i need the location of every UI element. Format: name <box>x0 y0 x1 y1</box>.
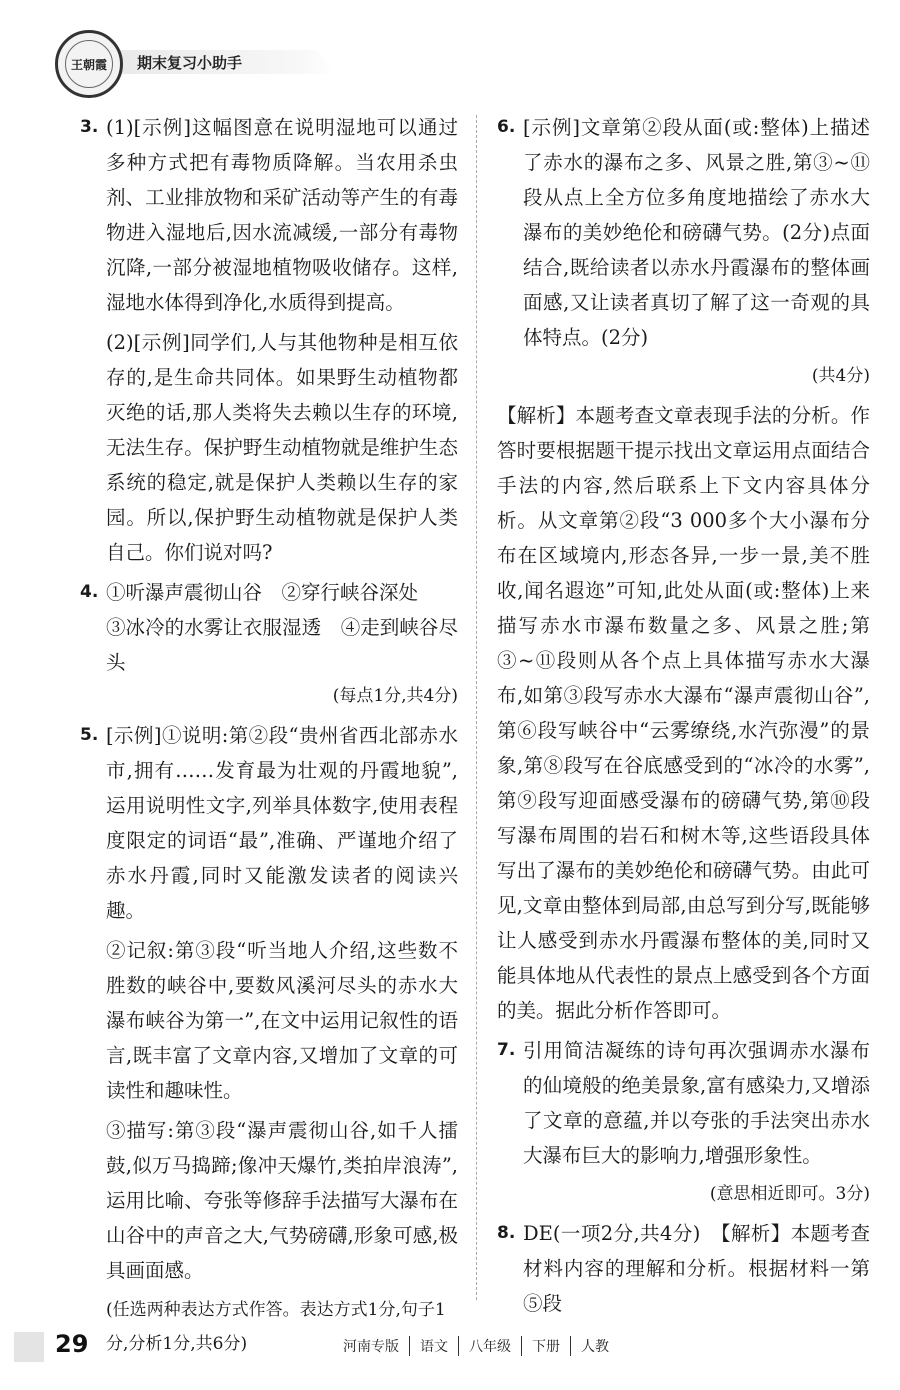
question-number: 8. <box>497 1223 516 1243</box>
answer-line: ①听瀑声震彻山谷 ②穿行峡谷深处 <box>106 581 419 604</box>
answer-paragraph: (2)[示例]同学们,人与其他物种是相互依存的,是生命共同体。如果野生动植物都灭绝的话,那人类将失去赖以生存的环境,无法生存。保护野生动植物就是维护生态系统的稳定,就是保护人类赖以生存的家园。所以,保护野生动植物就是保护人类自己。你们说对吗? <box>106 331 458 564</box>
answer-paragraph: [示例]①说明:第②段“贵州省西北部赤水市,拥有……发育最为壮观的丹霞地貌”,运用说明性文字,列举具体数字,使用表程度限定的词语“最”,准确、严谨地介绍了赤水丹霞,同时又能激发读者的阅读兴趣。 <box>106 724 458 922</box>
right-column <box>497 110 870 1326</box>
question-number: 6. <box>497 117 516 137</box>
edition-grade: 八年级 <box>459 1336 522 1356</box>
answer-paragraph: DE(一项2分,共4分) 【解析】本题考查材料内容的理解和分析。根据材料一第⑤段 <box>523 1222 870 1315</box>
answer-paragraph: [示例]文章第②段从面(或:整体)上描述了赤水的瀑布之多、风景之胜,第③~⑪段从点上全方位多角度地描绘了赤水大瀑布的美妙绝伦和磅礴气势。(2分)点面结合,既给读者以赤水丹霞瀑布的整体画面感,又让读者真切了解了这一奇观的具体特点。(2分) <box>523 116 870 349</box>
score-note: (意思相近即可。3分) <box>709 1184 870 1204</box>
analysis-paragraph: 【解析】本题考查文章表现手法的分析。作答时要根据题干提示找出文章运用点面结合手法的内容,然后联系上下文内容具体分析。从文章第②段“3 000多个大小瀑布分布在区域境内,形态各异,一步一景,美不胜收,闻名遐迩”可知,此处从面(或:整体)上来描写赤水市瀑布数量之多、风景之胜;第③~⑪段则从各个点上具体描写赤水大瀑布,如第③段写赤水大瀑布“瀑声震彻山谷”,第⑥段写峡谷中“云雾缭绕,水汽弥漫”的景象,第⑧段写在谷底感受到的“冰冷的水雾”,第⑨段写迎面感受瀑布的磅礴气势,第⑩段写瀑布周围的岩石和树木等,这些语段具体写出了瀑布的美妙绝伦和磅礴气势。由此可见,文章由整体到局部,由总写到分写,既能够让人感受到赤水丹霞瀑布整体的美,同时又能具体地从代表性的景点上感受到各个方面的美。据此分析作答即可。 <box>497 404 870 1022</box>
page-number-decoration <box>14 1332 44 1362</box>
publisher-logo <box>55 30 123 98</box>
page-header <box>55 30 355 90</box>
answer-paragraph: ③描写:第③段“瀑声震彻山谷,如千人擂鼓,似万马捣蹄;像冲天爆竹,类拍岸浪涛”,运用比喻、夸张等修辞手法描写大瀑布在山谷中的声音之大,气势磅礴,形象可感,极具画面感。 <box>106 1119 458 1282</box>
score-note: (任选两种表达方式作答。表达方式1分,句子1分,分析1分,共6分) <box>106 1300 446 1354</box>
edition-publisher: 人教 <box>581 1339 609 1355</box>
question-4 <box>80 575 458 718</box>
left-column <box>80 110 458 1365</box>
page-footer <box>0 1330 900 1370</box>
question-number: 7. <box>497 1040 516 1060</box>
score-note: (每点1分,共4分) <box>332 686 458 706</box>
score-note: (共4分) <box>811 366 870 386</box>
question-7 <box>497 1033 870 1178</box>
answer-paragraph: ②记叙:第③段“听当地人介绍,这些数不胜数的峡谷中,要数风溪河尽头的赤水大瀑布峡谷为第一”,在文中运用记叙性的语言,既丰富了文章内容,又增加了文章的可读性和趣味性。 <box>106 939 458 1102</box>
edition-subject: 语文 <box>410 1336 459 1356</box>
page-number: 29 <box>55 1330 89 1358</box>
question-number: 3. <box>80 117 99 137</box>
question-8 <box>497 1216 870 1326</box>
edition-volume: 下册 <box>522 1336 571 1356</box>
question-5 <box>80 718 458 1365</box>
answer-line: ③冰冷的水雾让衣服湿透 ④走到峡谷尽头 <box>106 616 458 674</box>
header-title: 期末复习小助手 <box>137 54 243 72</box>
column-divider <box>476 115 477 1300</box>
answer-paragraph: (1)[示例]这幅图意在说明湿地可以通过多种方式把有毒物质降解。当农用杀虫剂、工业排放物和采矿活动等产生的有毒物进入湿地后,因水流减缓,一部分有毒物沉降,一部分被湿地植物吸收储存。这样,湿地水体得到净化,水质得到提高。 <box>106 116 458 314</box>
edition-region: 河南专版 <box>333 1336 410 1356</box>
question-3 <box>80 110 458 575</box>
logo-text: 王朝霞 <box>65 40 113 88</box>
question-6 <box>497 110 870 360</box>
answer-paragraph: 引用简洁凝练的诗句再次强调赤水瀑布的仙境般的绝美景象,富有感染力,又增添了文章的意蕴,并以夸张的手法突出赤水大瀑布巨大的影响力,增强形象性。 <box>523 1039 870 1167</box>
edition-info <box>333 1336 619 1356</box>
question-number: 5. <box>80 725 99 745</box>
question-number: 4. <box>80 582 99 602</box>
